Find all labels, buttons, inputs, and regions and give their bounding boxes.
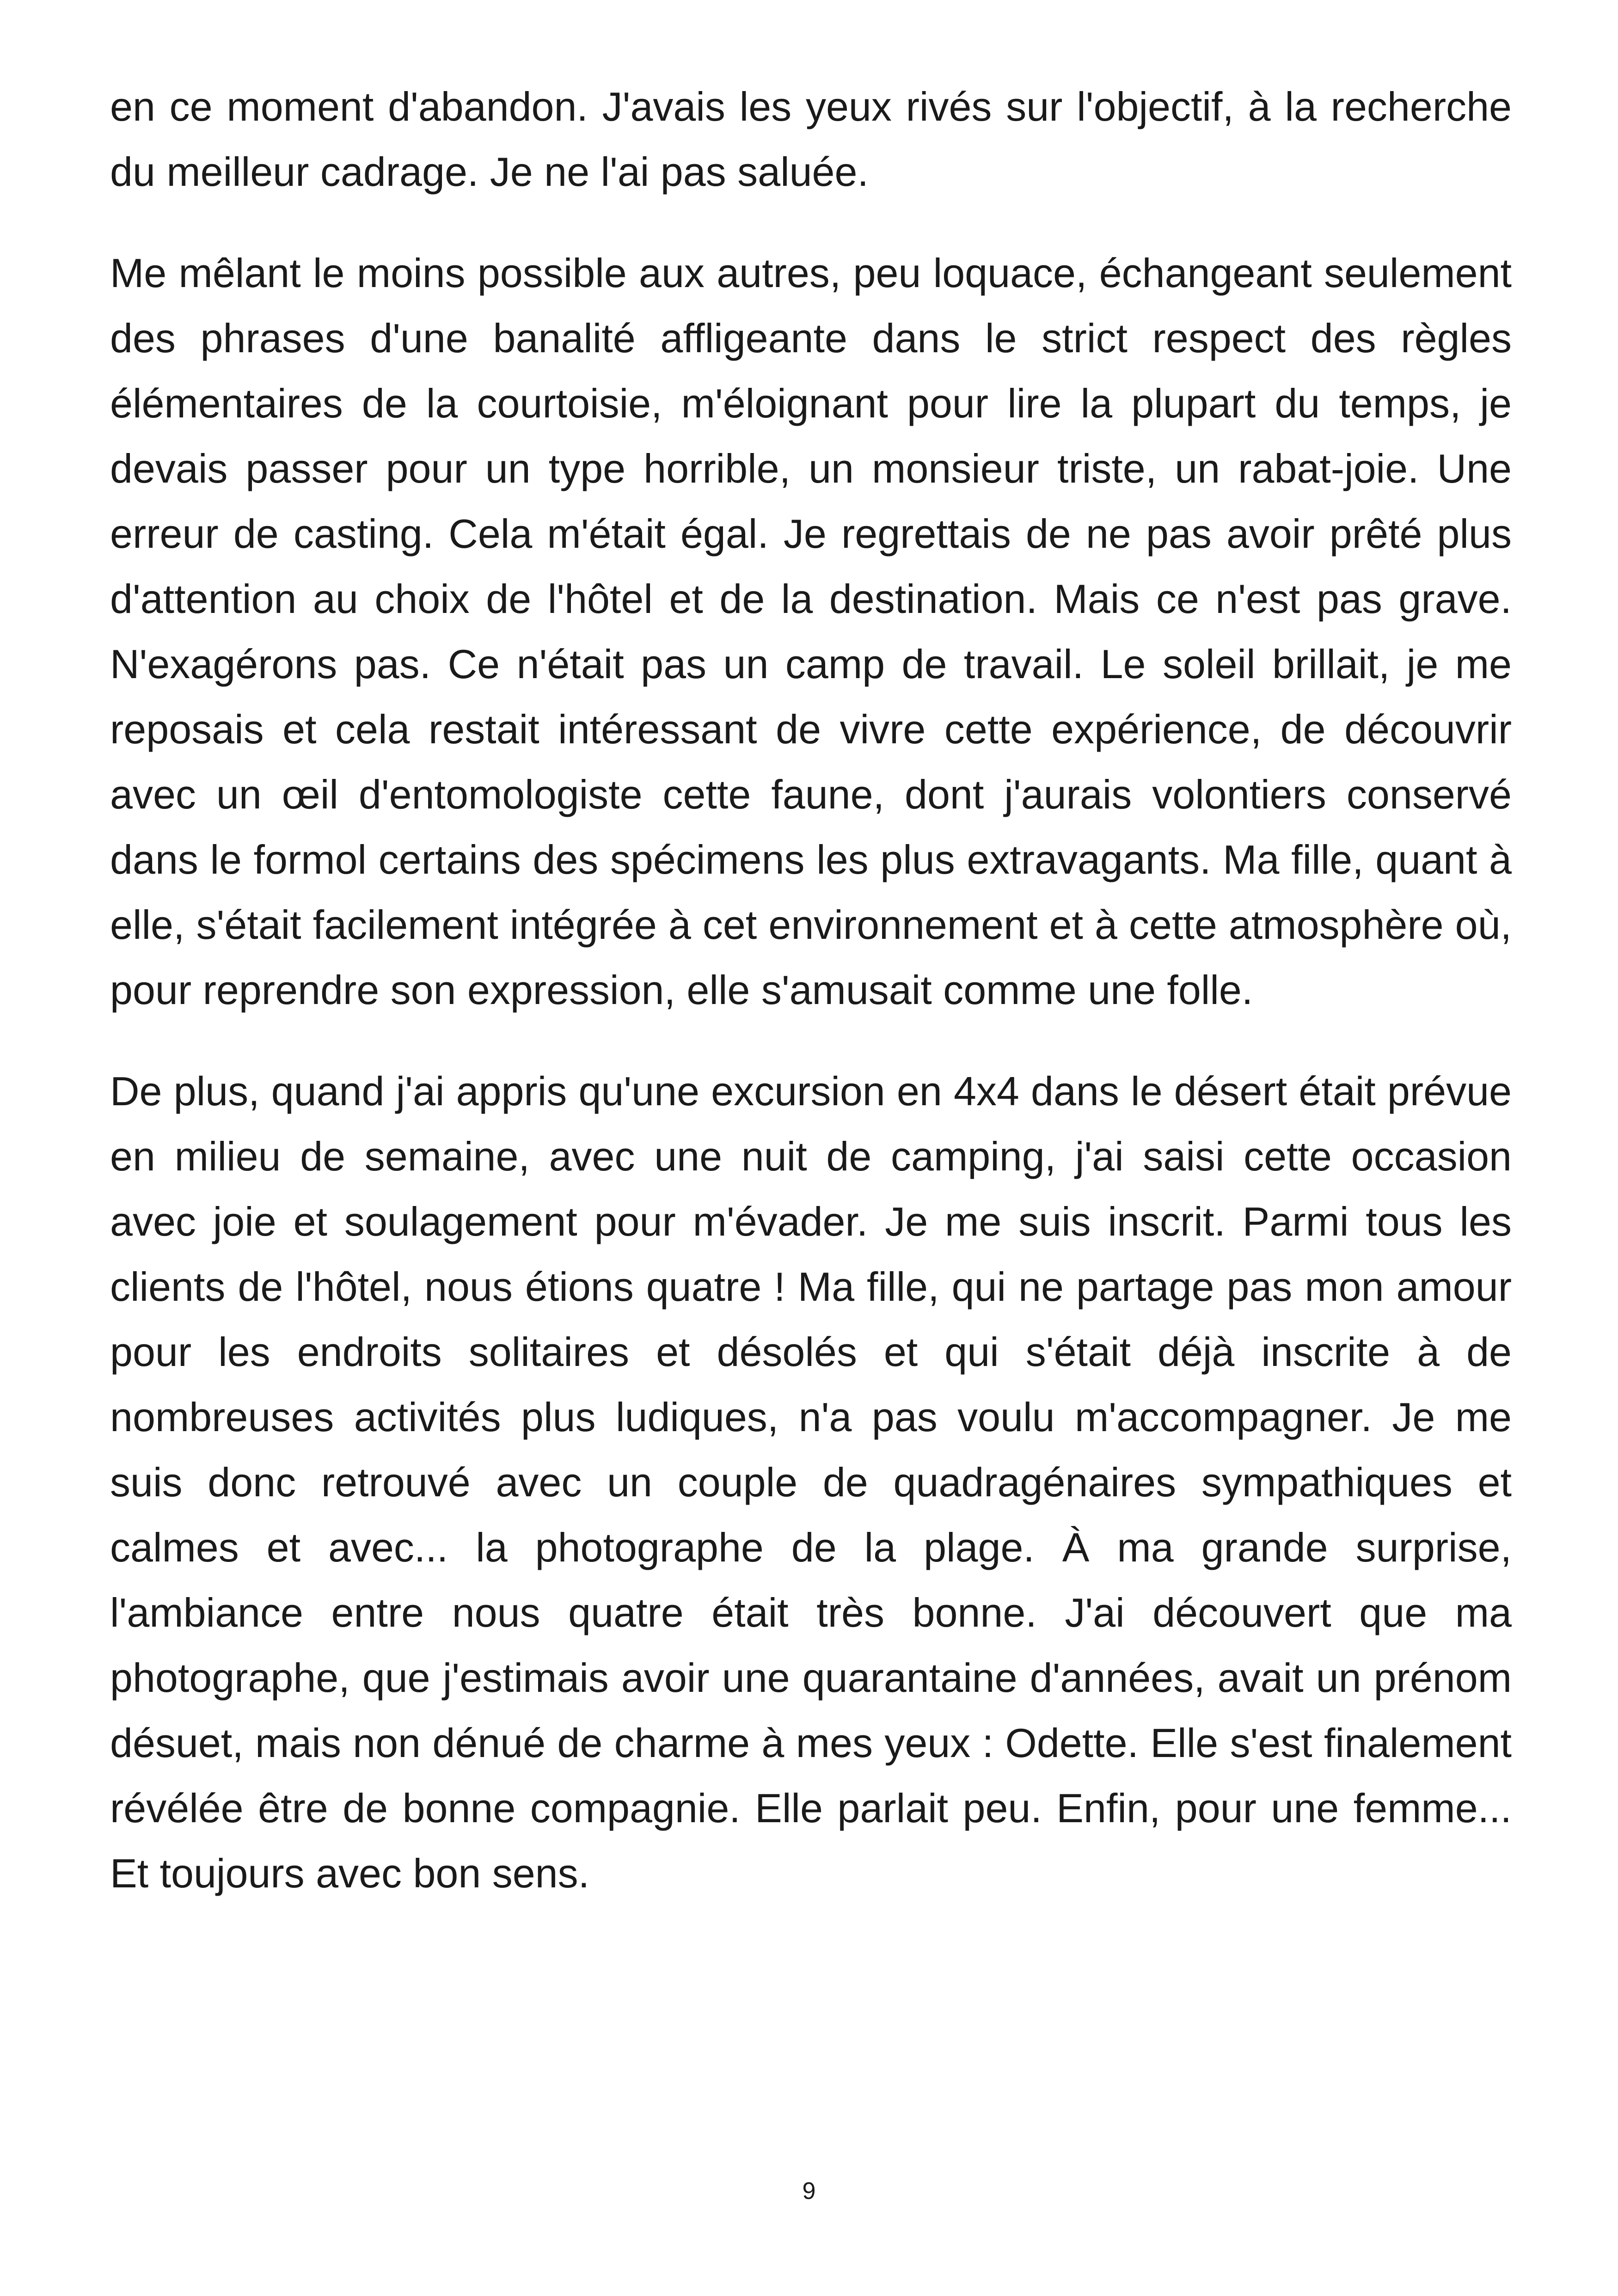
page-number: 9 (802, 2178, 816, 2204)
paragraph-3: De plus, quand j'ai appris qu'une excursion en 4x4 dans le désert était prévue en milieu de semaine, avec une nuit de camping, j'ai saisi cette occasion avec joie et soulagement pour m'évader. Je me suis inscrit. Parmi tous les clients de l'hôtel, nous étions quatre ! Ma fille, qui ne partage pas mon amour pour les endroits solitaires et désolés et qui s'était déjà inscrite à de nombreuses activités plus ludiques, n'a pas voulu m'accompagner. Je me suis donc retrouvé avec un couple de quadragénaires sympathiques et calmes et avec... la photographe de la plage. À ma grande surprise, l'ambiance entre nous quatre était très bonne. J'ai découvert que ma photographe, que j'estimais avoir une quarantaine d'années, avait un prénom désuet, mais non dénué de charme à mes yeux : Odette. Elle s'est finalement révélée être de bonne compagnie. Elle parlait peu. Enfin, pour une femme... Et toujours avec bon sens. (110, 1068, 1512, 1896)
paragraph-1: en ce moment d'abandon. J'avais les yeux rivés sur l'objectif, à la recherche du meilleur cadrage. Je ne l'ai pas saluée. (110, 84, 1512, 195)
body-text (110, 74, 1512, 1906)
paragraph-2: Me mêlant le moins possible aux autres, peu loquace, échangeant seulement des phrases d'une banalité affligeante dans le strict respect des règles élémentaires de la courtoisie, m'éloignant pour lire la plupart du temps, je devais passer pour un type horrible, un monsieur triste, un rabat-joie. Une erreur de casting. Cela m'était égal. Je regrettais de ne pas avoir prêté plus d'attention au choix de l'hôtel et de la destination. Mais ce n'est pas grave. N'exagérons pas. Ce n'était pas un camp de travail. Le soleil brillait, je me reposais et cela restait intéressant de vivre cette expérience, de découvrir avec un œil d'entomologiste cette faune, dont j'aurais volontiers conservé dans le formol certains des spécimens les plus extravagants. Ma fille, quant à elle, s'était facilement intégrée à cet environnement et à cette atmosphère où, pour reprendre son expression, elle s'amusait comme une folle. (110, 250, 1512, 1013)
